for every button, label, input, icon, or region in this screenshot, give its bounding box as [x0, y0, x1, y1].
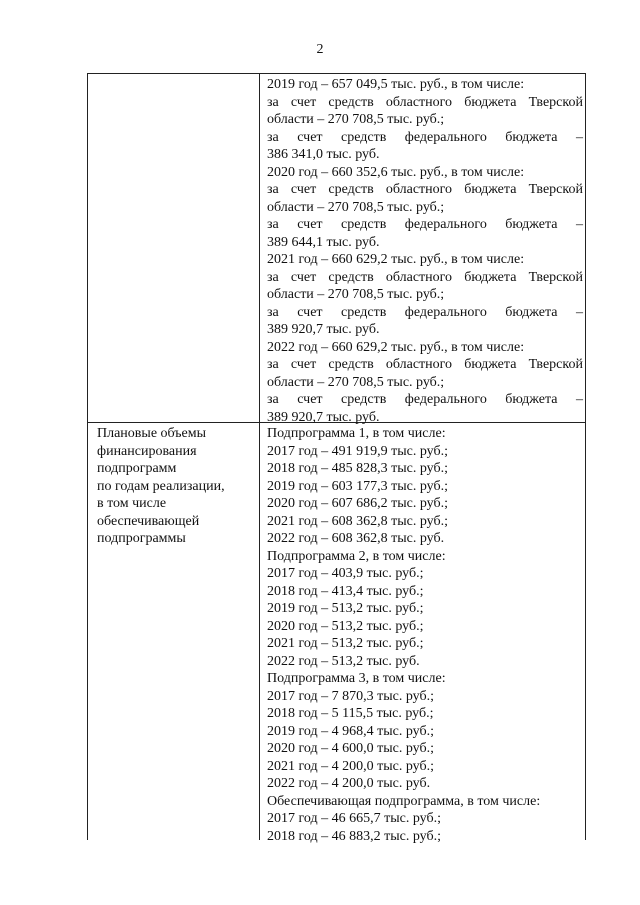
text-word: за [267, 129, 279, 145]
text-line [267, 374, 583, 392]
text-word: бюджета [464, 357, 517, 372]
text-word: счет [297, 217, 323, 232]
text-word: 2020 год – 660 352,6 тыс. руб., в том числе: [267, 164, 525, 180]
text-word: Тверской [528, 357, 583, 372]
text-word: за [267, 94, 279, 110]
text-word: счет [290, 182, 317, 197]
text-line [267, 391, 583, 409]
text-line: 2018 год – 46 883,2 тыс. руб.; [267, 828, 441, 844]
text-word: средств [341, 304, 387, 320]
text-line [267, 251, 583, 269]
text-word: области – 270 708,5 тыс. руб.; [267, 287, 445, 302]
text-word: 2021 год – 660 629,2 тыс. руб., в том числе: [267, 252, 525, 267]
text-line [267, 234, 583, 252]
text-line: 2021 год – 4 200,0 тыс. руб.; [267, 758, 434, 774]
text-line: Обеспечивающая подпрограмма, в том числе: [267, 793, 541, 809]
text-line [267, 94, 583, 112]
text-line [267, 321, 583, 339]
text-word: бюджета [505, 304, 558, 320]
table-column-divider [259, 74, 260, 840]
funding-by-year-cell [267, 76, 583, 426]
text-line: 2018 год – 5 115,5 тыс. руб.; [267, 706, 434, 721]
text-word: счет [290, 357, 317, 372]
text-word: счет [297, 304, 323, 320]
text-word: бюджета [464, 94, 517, 110]
text-word: областного [385, 269, 453, 285]
text-word: областного [385, 94, 453, 110]
text-line [267, 164, 583, 182]
text-line [267, 181, 583, 199]
text-line: 2020 год – 513,2 тыс. руб.; [267, 618, 424, 634]
text-word: 2019 год – 657 049,5 тыс. руб., в том числе: [267, 77, 525, 92]
text-word: счет [297, 129, 323, 145]
text-line: Подпрограмма 2, в том числе: [267, 548, 446, 564]
text-word: средств [341, 217, 387, 232]
label-line: в том числе [97, 496, 167, 511]
page-number: 2 [316, 42, 324, 57]
text-word: за [267, 357, 279, 372]
text-word: за [267, 217, 279, 232]
text-word: за [267, 182, 279, 197]
text-word: 2022 год – 660 629,2 тыс. руб., в том числе: [267, 339, 525, 355]
text-word: 389 644,1 тыс. руб. [267, 234, 380, 250]
text-word: областного [385, 357, 453, 372]
text-line: 2017 год – 46 665,7 тыс. руб.; [267, 811, 441, 826]
text-word: за [267, 269, 279, 285]
text-line: 2017 год – 403,9 тыс. руб.; [267, 566, 424, 581]
label-line: по годам реализации, [97, 478, 225, 494]
text-line [267, 76, 583, 94]
label-line: обеспечивающей [97, 513, 200, 529]
text-line [267, 339, 583, 357]
text-word: средств [328, 182, 374, 197]
text-word: средств [341, 129, 387, 145]
text-line: 2021 год – 513,2 тыс. руб.; [267, 636, 424, 651]
text-word: Тверской [528, 269, 583, 285]
text-line: 2018 год – 413,4 тыс. руб.; [267, 583, 424, 599]
label-line: финансирования [97, 443, 197, 459]
text-word: средств [341, 392, 387, 407]
text-line: 2017 год – 491 919,9 тыс. руб.; [267, 443, 448, 459]
text-line: 2022 год – 608 362,8 тыс. руб. [267, 531, 445, 546]
text-word: – [575, 304, 583, 320]
text-word: за [267, 304, 279, 320]
text-line [267, 286, 583, 304]
text-line: Подпрограмма 3, в том числе: [267, 671, 446, 686]
text-line [267, 129, 583, 147]
text-word: средств [328, 269, 374, 285]
text-line [267, 409, 583, 427]
text-word: счет [290, 269, 317, 285]
text-word: федерального [404, 129, 487, 145]
text-line: 2022 год – 513,2 тыс. руб. [267, 653, 420, 669]
text-word: области – 270 708,5 тыс. руб.; [267, 112, 445, 127]
label-line: Плановые объемы [97, 426, 207, 441]
text-word: счет [297, 392, 323, 407]
text-word: 389 920,7 тыс. руб. [267, 409, 380, 425]
text-line [267, 304, 583, 322]
text-line: 2020 год – 607 686,2 тыс. руб.; [267, 496, 448, 511]
text-line: 2020 год – 4 600,0 тыс. руб.; [267, 741, 434, 756]
text-word: федерального [404, 392, 487, 407]
text-line [267, 216, 583, 234]
text-line [267, 269, 583, 287]
text-word: бюджета [505, 392, 558, 407]
text-line [267, 111, 583, 129]
financing-table [87, 73, 586, 844]
text-word: бюджета [505, 217, 558, 232]
text-word: федерального [404, 304, 487, 320]
text-word: области – 270 708,5 тыс. руб.; [267, 199, 445, 215]
label-line: подпрограммы [97, 531, 186, 546]
text-line: 2021 год – 608 362,8 тыс. руб.; [267, 513, 448, 529]
text-word: – [575, 217, 583, 232]
text-word: областного [385, 182, 453, 197]
text-word: счет [290, 94, 317, 110]
text-word: бюджета [464, 269, 517, 285]
text-line: 2022 год – 4 200,0 тыс. руб. [267, 776, 431, 791]
text-line: 2017 год – 7 870,3 тыс. руб.; [267, 688, 434, 704]
text-line [267, 146, 583, 164]
text-line: 2019 год – 4 968,4 тыс. руб.; [267, 723, 434, 739]
text-line [267, 199, 583, 217]
subprogram-funding-cell [267, 425, 583, 845]
text-word: Тверской [528, 94, 583, 110]
text-word: Тверской [528, 182, 583, 197]
text-line: 2018 год – 485 828,3 тыс. руб.; [267, 461, 448, 476]
text-word: бюджета [464, 182, 517, 197]
text-word: 386 341,0 тыс. руб. [267, 147, 380, 162]
planned-volumes-label-cell [97, 425, 257, 548]
text-line [267, 356, 583, 374]
text-word: средств [328, 357, 374, 372]
text-word: бюджета [505, 129, 558, 145]
text-line: 2019 год – 603 177,3 тыс. руб.; [267, 478, 448, 494]
text-word: – [575, 129, 583, 145]
text-word: средств [328, 94, 374, 110]
text-line: Подпрограмма 1, в том числе: [267, 426, 446, 441]
text-word: области – 270 708,5 тыс. руб.; [267, 374, 445, 390]
text-word: 389 920,7 тыс. руб. [267, 322, 380, 337]
text-line: 2019 год – 513,2 тыс. руб.; [267, 601, 424, 616]
text-word: федерального [404, 217, 487, 232]
text-word: за [267, 392, 279, 407]
label-line: подпрограмм [97, 461, 177, 476]
text-word: – [575, 392, 583, 407]
